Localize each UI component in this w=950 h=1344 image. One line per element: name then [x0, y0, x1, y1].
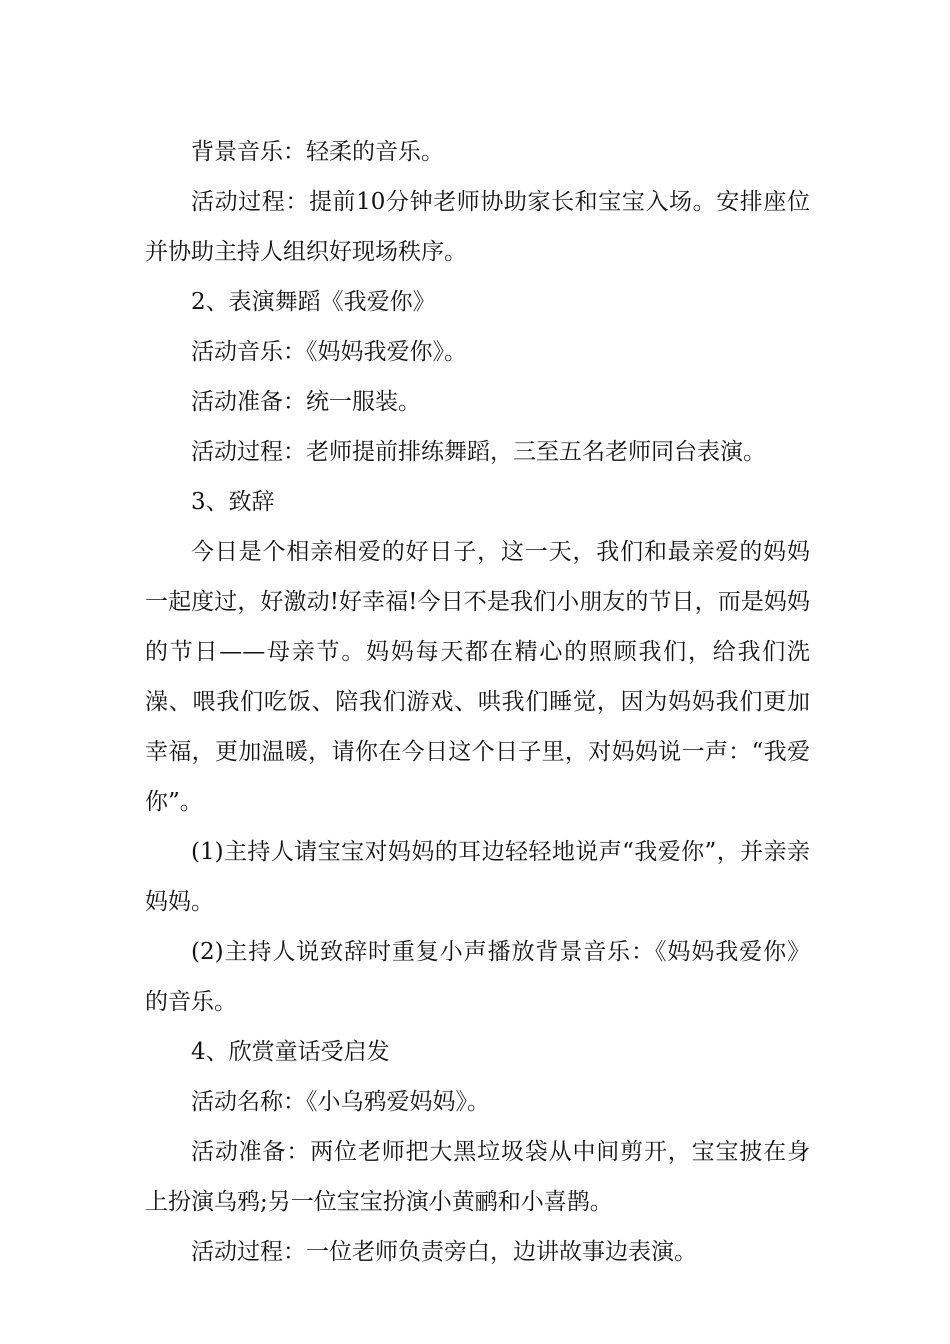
paragraph-activity-music: 活动音乐：《妈妈我爱你》。	[191, 339, 467, 365]
paragraph-host-step-1: (1)主持人请宝宝对妈妈的耳边轻轻地说声“我爱你”，并亲亲妈妈。	[145, 839, 810, 915]
paragraph-activity-process-1: 活动过程：提前10分钟老师协助家长和宝宝入场。安排座位并协助主持人组织好现场秩序。	[145, 189, 810, 265]
section-heading-speech: 3、致辞	[191, 489, 275, 515]
paragraph-host-step-2: (2)主持人说致辞时重复小声播放背景音乐：《妈妈我爱你》的音乐。	[145, 939, 810, 1015]
paragraph-activity-preparation-1: 活动准备：统一服装。	[191, 389, 421, 415]
paragraph-background-music: 背景音乐：轻柔的音乐。	[191, 139, 444, 165]
section-heading-dance: 2、表演舞蹈《我爱你》	[191, 289, 436, 315]
paragraph-activity-process-3: 活动过程：一位老师负责旁白，边讲故事边表演。	[191, 1239, 697, 1265]
paragraph-speech-text: 今日是个相亲相爱的好日子，这一天，我们和最亲爱的妈妈一起度过，好激动!好幸福!今日不是我们小朋友的节日，而是妈妈的节日——母亲节。妈妈每天都在精心的照顾我们，给我们洗澡、喂我们吃饭、陪我们游戏、哄我们睡觉，因为妈妈我们更加幸福，更加温暖，请你在今日这个日子里，对妈妈说一声：“我爱你”。	[145, 539, 810, 815]
section-heading-fairy-tale: 4、欣赏童话受启发	[191, 1039, 390, 1065]
paragraph-activity-preparation-2: 活动准备：两位老师把大黑垃圾袋从中间剪开，宝宝披在身上扮演乌鸦;另一位宝宝扮演小黄鹂和小喜鹊。	[145, 1139, 810, 1215]
document-body	[145, 127, 810, 1277]
paragraph-activity-process-2: 活动过程：老师提前排练舞蹈，三至五名老师同台表演。	[191, 439, 766, 465]
paragraph-activity-name: 活动名称：《小乌鸦爱妈妈》。	[191, 1089, 490, 1115]
